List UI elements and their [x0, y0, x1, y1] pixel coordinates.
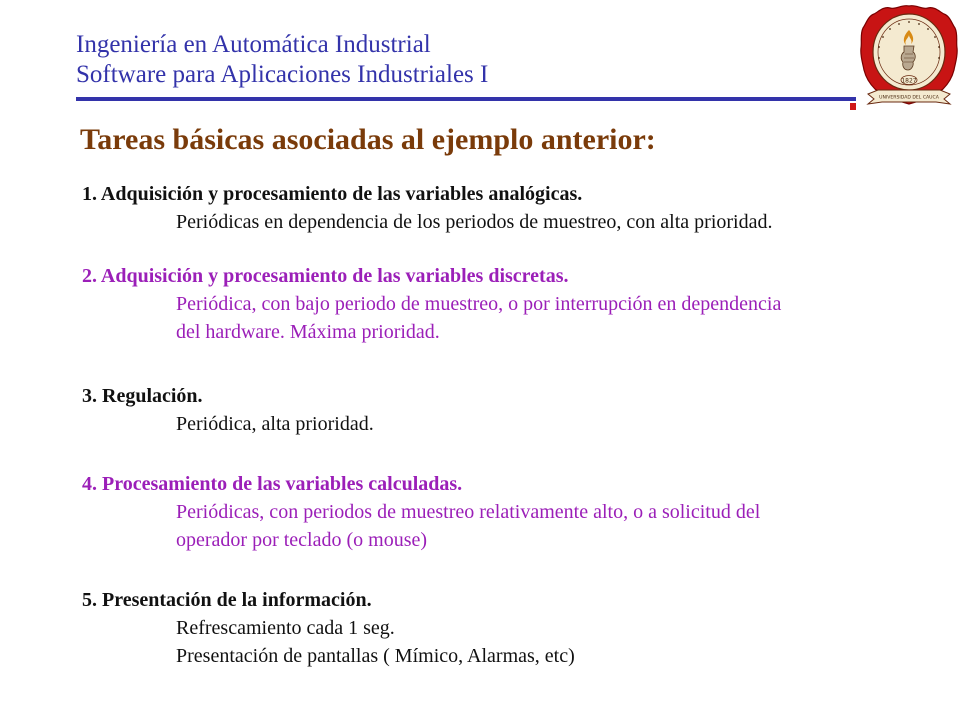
task-item [82, 180, 922, 236]
task-item [82, 586, 922, 670]
task-description: Periódica, con bajo periodo de muestreo, o por interrupción en dependencia [176, 293, 782, 315]
slide-title: Tareas básicas asociadas al ejemplo anterior: [80, 123, 656, 156]
task-description: Periódicas, con periodos de muestreo relativamente alto, o a solicitud del [176, 501, 761, 523]
task-heading: 5. Presentación de la información. [82, 589, 372, 611]
task-heading: 3. Regulación. [82, 385, 203, 407]
task-heading: 1. Adquisición y procesamiento de las variables analógicas. [82, 183, 583, 205]
header-divider [76, 97, 856, 101]
crest-ribbon-text: UNIVERSIDAD DEL CAUCA [879, 95, 939, 101]
crest-year: 1827 [901, 77, 917, 85]
task-description: Presentación de pantallas ( Mímico, Alarmas, etc) [176, 645, 575, 667]
header-program-name: Ingeniería en Automática Industrial [76, 31, 431, 58]
task-description: operador por teclado (o mouse) [176, 529, 428, 551]
task-description: Refrescamiento cada 1 seg. [176, 617, 395, 639]
task-description: del hardware. Máxima prioridad. [176, 321, 440, 343]
task-heading: 2. Adquisición y procesamiento de las variables discretas. [82, 265, 569, 287]
task-description: Periódica, alta prioridad. [176, 413, 374, 435]
university-crest-logo [856, 2, 960, 114]
task-heading: 4. Procesamiento de las variables calculadas. [82, 473, 463, 495]
task-item [82, 262, 922, 346]
task-description: Periódicas en dependencia de los periodos de muestreo, con alta prioridad. [176, 211, 773, 233]
task-item [82, 470, 922, 554]
task-item [82, 382, 922, 438]
header-course-name: Software para Aplicaciones Industriales I [76, 61, 489, 88]
